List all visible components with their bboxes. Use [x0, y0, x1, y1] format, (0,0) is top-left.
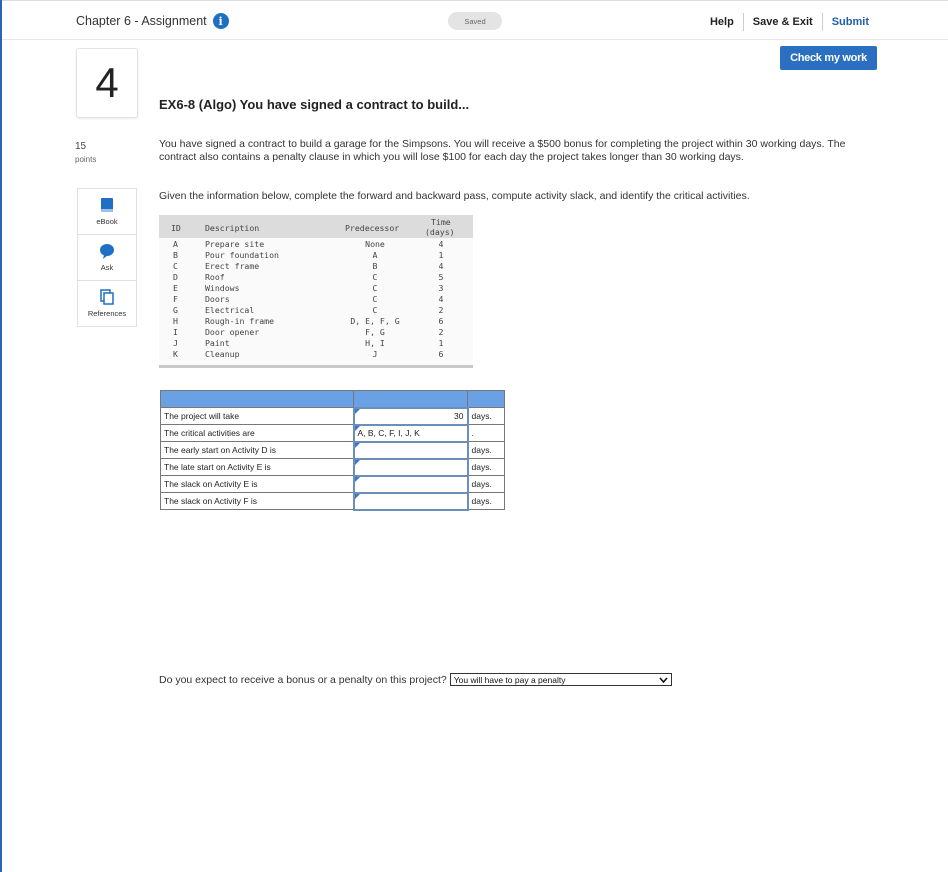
activity-time: 3 [438, 283, 444, 293]
references-label: References [87, 309, 127, 318]
activity-time: 4 [438, 239, 444, 249]
points-value: 15 [75, 141, 87, 152]
answer-row [161, 442, 505, 459]
answer-row [161, 408, 505, 425]
activity-description: Rough-in frame [205, 316, 275, 326]
answer-input[interactable] [354, 459, 468, 476]
header-predecessor: Predecessor [345, 223, 400, 233]
activity-predecessor: H, I [365, 338, 385, 348]
answer-unit: days. [468, 476, 505, 493]
activity-time: 4 [438, 261, 444, 271]
activity-description: Doors [205, 294, 230, 304]
answer-unit: days. [468, 408, 505, 425]
answer-label: The slack on Activity E is [161, 476, 354, 493]
activity-predecessor: A [372, 250, 378, 260]
activity-id: G [173, 305, 178, 315]
activity-predecessor: F, G [365, 327, 385, 337]
book-icon [100, 197, 114, 213]
activity-description: Erect frame [205, 261, 260, 271]
activity-description: Cleanup [205, 349, 240, 359]
answer-label: The early start on Activity D is [161, 442, 354, 459]
activity-predecessor: D, E, F, G [350, 316, 400, 326]
answer-input[interactable] [354, 408, 468, 425]
activity-predecessor: J [372, 349, 378, 359]
problem-description: You have signed a contract to build a garage for the Simpsons. You will receive a $500 bonus for completing the project within 30 working days. The contract also contains a penalty clause in which you will lose $100 for each day the project takes longer than 30 working days. [159, 138, 846, 163]
answer-value: 30 [454, 411, 464, 421]
activity-description: Paint [205, 338, 230, 348]
header-cell [161, 391, 354, 408]
answer-label: The critical activities are [161, 425, 354, 442]
bonus-question-text: Do you expect to receive a bonus or a penalty on this project? [159, 673, 447, 686]
answer-value: A, B, C, F, I, J, K [357, 428, 420, 438]
chapter-title [76, 13, 229, 29]
top-bar [2, 0, 948, 40]
info-icon[interactable]: i [213, 13, 229, 29]
activity-predecessor: C [372, 272, 378, 282]
activity-predecessor: C [372, 283, 378, 293]
activity-predecessor: None [365, 239, 385, 249]
header-days: (days) [425, 227, 455, 237]
activity-id: I [173, 327, 178, 337]
points-label: points [75, 155, 97, 164]
activity-table [159, 215, 473, 368]
input-marker-icon [355, 494, 360, 499]
activity-description: Roof [205, 272, 225, 282]
activity-id: H [173, 316, 178, 326]
activity-id: B [173, 250, 178, 260]
input-marker-icon [355, 477, 360, 482]
activity-time: 2 [438, 305, 444, 315]
left-accent-rule [0, 0, 2, 872]
submit-link[interactable]: Submit [831, 16, 869, 28]
answer-table [160, 390, 505, 511]
saved-status-badge: Saved [448, 12, 502, 30]
activity-time: 1 [438, 250, 444, 260]
activity-id: A [173, 239, 178, 249]
activity-id: C [173, 261, 178, 271]
input-marker-icon [355, 409, 360, 414]
answer-input[interactable] [354, 493, 468, 510]
answer-unit: . [468, 425, 505, 442]
answer-row [161, 425, 505, 442]
answer-input[interactable] [354, 476, 468, 493]
activity-time: 6 [438, 316, 444, 326]
header-time: Time [431, 217, 451, 227]
header-cell [468, 391, 505, 408]
bonus-penalty-dropdown[interactable] [450, 673, 672, 686]
activity-description: Pour foundation [205, 250, 279, 260]
answer-label: The project will take [161, 408, 354, 425]
save-exit-link[interactable]: Save & Exit [752, 16, 813, 28]
answer-label: The late start on Activity E is [161, 459, 354, 476]
answer-row [161, 493, 505, 510]
references-button[interactable] [77, 280, 137, 327]
answer-table-header [161, 391, 505, 408]
activity-id: E [173, 283, 178, 293]
dropdown-value: You will have to pay a penalty [453, 674, 566, 685]
activity-time: 4 [438, 294, 444, 304]
question-number: 4 [76, 48, 138, 118]
header-cell [354, 391, 468, 408]
activity-id: J [173, 338, 178, 348]
answer-row [161, 476, 505, 493]
answer-unit: days. [468, 459, 505, 476]
chevron-down-icon [659, 677, 668, 683]
input-marker-icon [355, 460, 360, 465]
check-my-work-button[interactable]: Check my work [780, 46, 877, 70]
activity-id: K [173, 349, 178, 359]
copy-icon [100, 289, 114, 305]
activity-time: 5 [438, 272, 444, 282]
answer-unit: days. [468, 493, 505, 510]
help-link[interactable]: Help [709, 16, 734, 28]
ask-button[interactable] [77, 234, 137, 281]
ebook-label: eBook [96, 217, 118, 226]
answer-row [161, 459, 505, 476]
activity-predecessor: C [372, 305, 378, 315]
activity-description: Door opener [205, 327, 260, 337]
activity-predecessor: B [372, 261, 378, 271]
activity-id: D [173, 272, 178, 282]
bonus-question [159, 673, 672, 686]
input-marker-icon [355, 426, 360, 431]
header-description: Description [205, 223, 260, 233]
activity-time: 6 [438, 349, 444, 359]
input-marker-icon [355, 443, 360, 448]
activity-description: Windows [205, 283, 240, 293]
answer-input[interactable] [354, 442, 468, 459]
activity-time: 1 [438, 338, 444, 348]
ask-label: Ask [100, 263, 114, 272]
ebook-button[interactable] [77, 188, 137, 235]
answer-label: The slack on Activity F is [161, 493, 354, 510]
question-title: EX6-8 (Algo) You have signed a contract to build... [159, 97, 470, 112]
points-box [75, 140, 96, 166]
activity-id: F [173, 294, 178, 304]
answer-input[interactable] [354, 425, 468, 442]
activity-predecessor: C [372, 294, 378, 304]
chat-icon [99, 243, 115, 259]
activity-description: Electrical [205, 305, 255, 315]
instructions: Given the information below, complete the forward and backward pass, compute activity slack, and identify the critical activities. [159, 190, 750, 202]
top-links [701, 13, 878, 31]
chapter-title-text: Chapter 6 - Assignment [76, 14, 207, 28]
header-id: ID [171, 223, 181, 233]
answer-unit: days. [468, 442, 505, 459]
activity-time: 2 [438, 327, 444, 337]
activity-description: Prepare site [205, 239, 265, 249]
